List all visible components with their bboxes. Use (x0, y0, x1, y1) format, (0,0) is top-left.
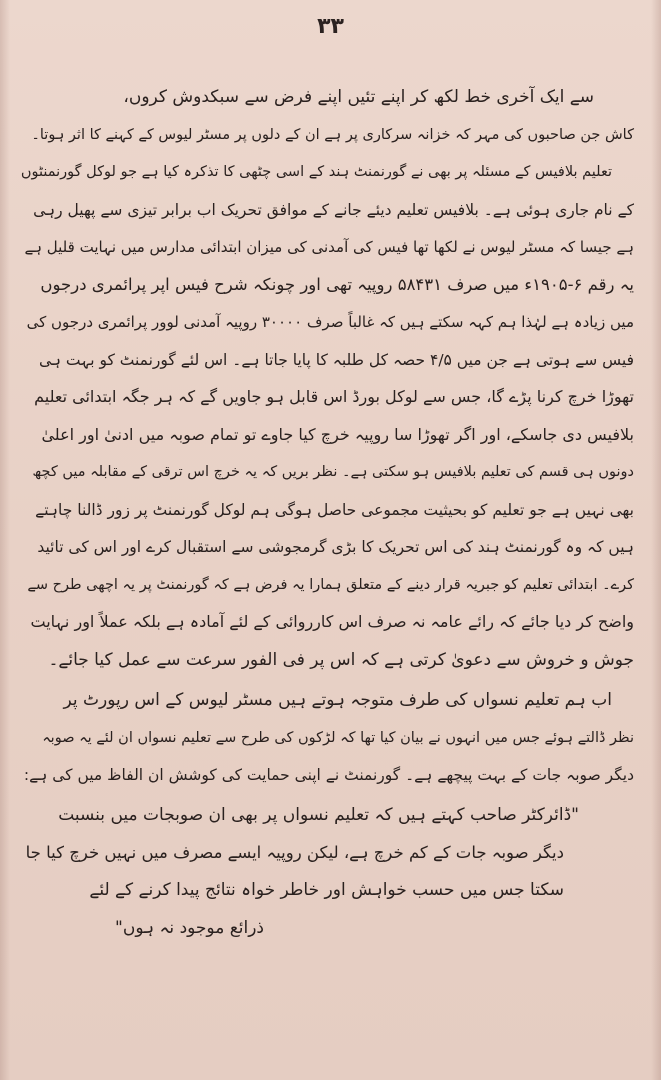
quote-line: ذرائع موجود نہ ہوں" (115, 918, 264, 938)
text-line: کرے۔ ابتدائی تعلیم کو جبریہ قرار دینے کے متعلق ہمارا یہ فرض ہے کہ گورنمنٹ پر یہ اچھی طرح سے (27, 577, 634, 593)
text-line: فیس سے ہوتی ہے جن میں ۴/۵ حصہ کل طلبہ کا پایا جاتا ہے۔ اس لئے گورنمنٹ کو بہت ہی (38, 351, 634, 369)
text-line: تھوڑا خرچ کرنا پڑے گا، جس سے لوکل بورڈ اس قابل ہو جاویں گے کہ ہر جگہ ابتدائی تعلیم (34, 387, 634, 406)
text-line: یہ رقم ۶-۱۹۰۵ء میں صرف ۵۸۴۳۱ روپیہ تھی اور چونکہ شرح فیس اپر پرائمری درجوں (40, 275, 634, 294)
text-line: تعلیم بلافیس کے مسئلہ پر بھی نے گورنمنٹ ہند کے اسی چٹھی کا تذکرہ کیا ہے جو لوکل گورنمنٹوں (20, 164, 612, 180)
quote-line: سکتا جس میں حسب خواہش اور خاطر خواہ نتائج پیدا کرنے کے لئے (89, 880, 564, 900)
page-number: ۳۳ (317, 14, 344, 39)
text-line: جوش و خروش سے دعویٰ کرتی ہے کہ اس پر فی الفور سرعت سے عمل کیا جائے۔ (48, 650, 634, 670)
text-line: ہے جیسا کہ مسٹر لیوس نے لکھا تھا فیس کی آمدنی کی میزان ابتدائی مدارس میں نہایت قلیل ہے (24, 238, 634, 256)
text-line: بلافیس دی جاسکے، اور اگر تھوڑا سا روپیہ خرچ کیا جاوے تو تمام صوبہ میں ادنیٰ اور اعلیٰ (41, 425, 634, 444)
page-edge-right (651, 0, 661, 1080)
text-line: میں زیادہ ہے لہٰذا ہم کہہ سکتے ہیں کہ غالباً صرف ۳۰۰۰۰ روپیہ آمدنی لوور پرائمری درجوں کی (26, 313, 634, 331)
text-line: سے ایک آخری خط لکھ کر اپنے تئیں اپنے فرض سے سبکدوش کروں، (123, 87, 594, 107)
page-edge-left (0, 0, 10, 1080)
quote-line: "ڈائرکٹر صاحب کہتے ہیں کہ تعلیم نسواں پر بھی ان صوبجات میں بنسبت (58, 805, 579, 825)
text-line: اب ہم تعلیم نسواں کی طرف متوجہ ہوتے ہیں مسٹر لیوس کے اس رپورٹ پر (63, 690, 612, 710)
text-line: دیگر صوبہ جات کے بہت پیچھے ہے۔ گورنمنٹ نے اپنی حمایت کی کوشش ان الفاظ میں کی ہے: (23, 766, 634, 784)
text-line: بھی نہیں ہے جو تعلیم کو بحیثیت مجموعی حاصل ہوگی ہم لوکل گورنمنٹ پر زور ڈالنا چاہتے (35, 501, 634, 519)
text-line: کاش جن صاحبوں کی مہر کہ خزانہ سرکاری پر ہے ان کے دلوں پر مسٹر لیوس کے کہنے کا اثر ہوتا۔ (31, 127, 634, 143)
text-line: واضح کر دیا جائے کہ رائے عامہ نہ صرف اس کارروائی کے لئے آمادہ ہے بلکہ عملاً اور نہایت (30, 612, 634, 631)
text-line: کے نام جاری ہوئی ہے۔ بلافیس تعلیم دیئے جانے کے موافق تحریک اب برابر تیزی سے پھیل رہی (33, 201, 634, 219)
text-line: دونوں ہی قسم کی تعلیم بلافیس ہو سکتی ہے۔ نظر بریں کہ یہ خرچ اس ترقی کے مقابلہ میں کچھ (32, 464, 634, 480)
text-line: ہیں کہ وہ گورنمنٹ ہند کی اس تحریک کا بڑی گرمجوشی سے استقبال کرے اور اس کی تائید (37, 538, 634, 556)
quote-line: دیگر صوبہ جات کے کم خرچ ہے، لیکن روپیہ ایسے مصرف میں نہیں خرچ کیا جا (25, 843, 564, 862)
text-line: نظر ڈالتے ہوئے جس میں انہوں نے بیان کیا تھا کہ لڑکوں کی طرح سے تعلیم نسواں ان لئے یہ صوبہ (42, 730, 634, 746)
